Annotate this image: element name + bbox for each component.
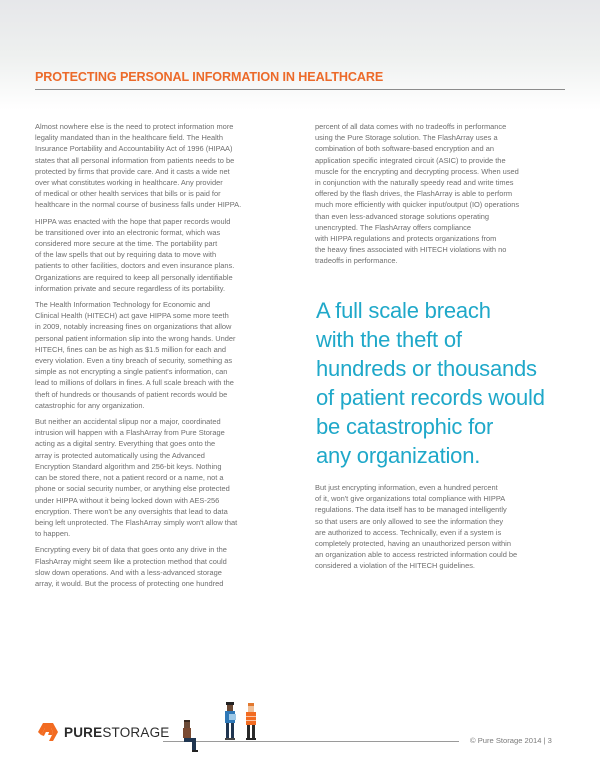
paragraph-encryption-performance: Encrypting every bit of data that goes onto any drive in the FlashArray might seem like a protection method that could slow down operations. And with a less-advanced storage array, it would. But the process of protecting one hundred (35, 545, 227, 588)
people-illustration (180, 700, 310, 755)
standing-person-orange-icon (246, 703, 256, 740)
paragraph-hipaa-intro: Almost nowhere else is the need to protect information more legality mandated than in the healthcare field. The Health Insurance Portability and Accountability Act of 1996 (HIPAA) states that all personal information from patients needs to be protected by firms that provide care. And it casts a wide net over what constitutes working in healthcare. Any provider of medical or other health services that bills or is paid for healthcare in the normal course of business falls under HIPPA. (35, 122, 242, 210)
paragraph-hitech: The Health Information Technology for Economic and Clinical Health (HITECH) act gave HIPPA some more teeth in 2009, notably increasing fines on organizations that allow personal patient information slip into the wrong hands. Under HITECH, fines can be as high as $1.5 million for each and every violation. Even a tiny breach of security, something as simple as not encrypting a single patient's information, can lead to millions of dollars in fines. A full scale breach with the theft of hundreds or thousands of patient records would be catastrophic for any organization. (35, 300, 236, 410)
title-divider (35, 89, 565, 90)
seated-person-icon (183, 720, 198, 752)
logo-wordmark-bold: PURE (64, 724, 103, 740)
paragraph-no-tradeoffs: percent of all data comes with no tradeoffs in performance using the Pure Storage solution. The FlashArray uses a combination of both software-based encryption and an application specific integrated circuit (ASIC) to provide the muscle for the encrypting and decrypting process. When used in conjunction with the naturally speedy read and write times offered by the flash drives, the FlashArray is able to perform much more efficiently with quicker input/output (IO) operations than even less-advanced storage solutions operating unencrypted. The FlashArray offers compliance with HIPPA regulations and protects organizations from the heavy fines associated with HITECH violations with no tradeoffs in performance. (315, 122, 520, 266)
pure-storage-logo (38, 722, 169, 742)
copyright-page-number: © Pure Storage 2014 | 3 (470, 736, 552, 745)
paragraph-access-management: But just encrypting information, even a hundred percent of it, won't give organizations total compliance with HIPPA regulations. The data itself has to be managed intelligently so that users are only allowed to see the information they are authorized to access. Technically, even if a system is completely protected, having an unauthorized person within an organization able to access restricted information could be considered a violation of the HITECH guidelines. (315, 483, 518, 571)
paragraph-hipaa-enactment: HIPPA was enacted with the hope that paper records would be transitioned over into an electronic format, which was considered more secure at the time. The portability part of the law spells that out by requiring data to move with patients to other facilities, doctors and even insurance plans. Organizations are required to keep all personally identifiable information private and secure regardless of its portability. (35, 216, 235, 293)
right-column-bottom (315, 482, 583, 577)
standing-person-tablet-icon (225, 702, 236, 740)
logo-wordmark-light: STORAGE (102, 724, 170, 740)
logo-wordmark (64, 725, 169, 740)
section-title: PROTECTING PERSONAL INFORMATION IN HEALTHCARE (35, 70, 384, 84)
page-header-background (0, 0, 600, 110)
paragraph-flasharray-sentry: But neither an accidental slipup nor a major, coordinated intrusion will happen with a FlashArray from Pure Storage acting as a digital sentry. Everything that goes onto the array is protected automatically using the Advanced Encryption Standard algorithm and 256-bit keys. Nothing can be stored there, not a patient record or a name, not a phone or social security number, or anything else protected under HIPPA without it being locked down with AES-256 encryption. There won't be any oversights that lead to data being left unprotected. The FlashArray simply won't allow that to happen. (35, 417, 238, 539)
pure-storage-logo-icon (38, 722, 58, 742)
left-column (35, 121, 305, 594)
pull-quote: A full scale breach with the theft of hundreds or thousands of patient records would be catastrophic for any organization. (316, 298, 545, 468)
right-column-top (315, 121, 583, 272)
